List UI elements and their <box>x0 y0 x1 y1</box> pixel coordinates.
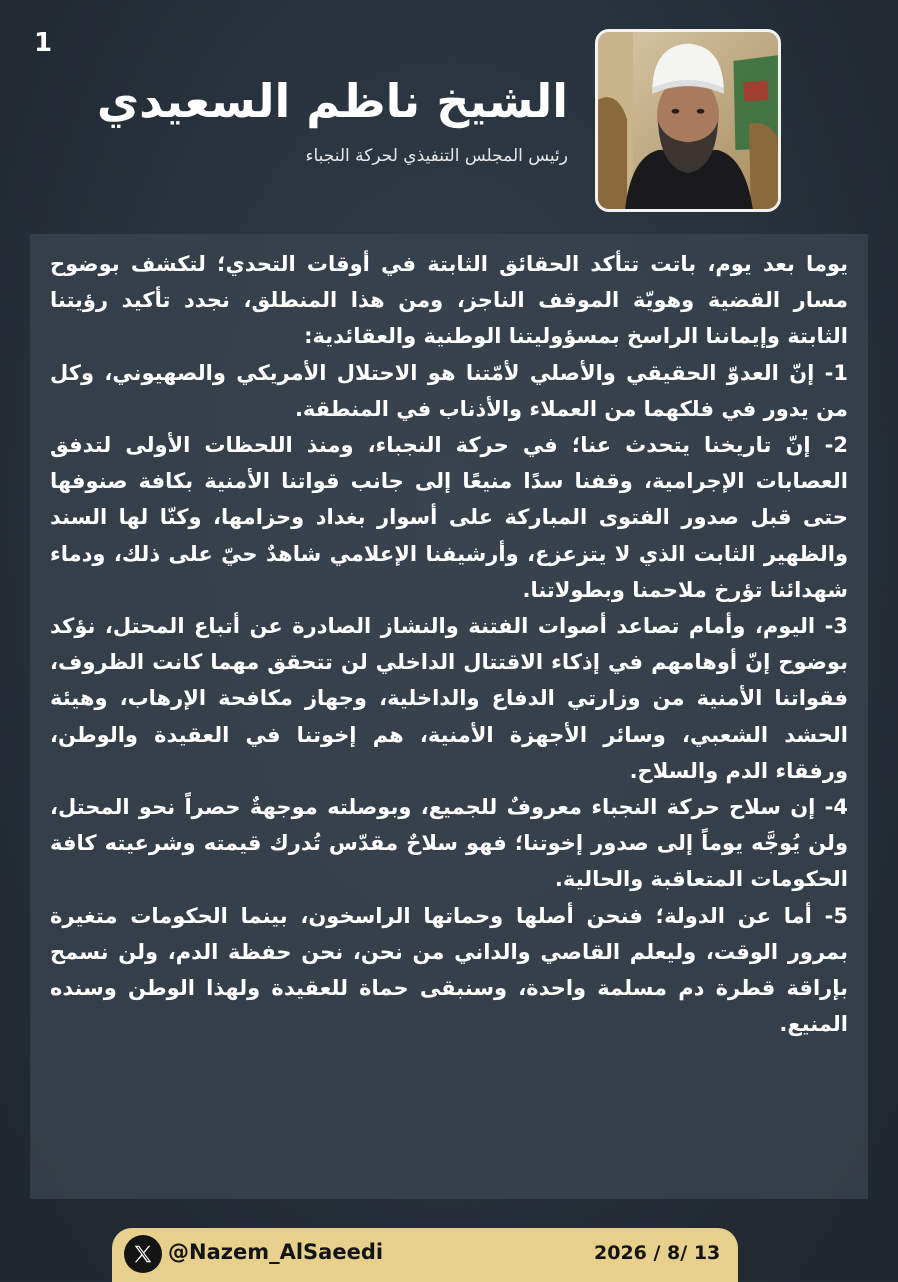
author-portrait <box>595 29 781 212</box>
x-logo-icon[interactable] <box>124 1235 162 1273</box>
statement-date: 2026 / 8/ 13 <box>594 1242 721 1264</box>
social-handle[interactable]: @Nazem_AlSaeedi <box>168 1240 384 1264</box>
page-number: 1 <box>34 28 53 58</box>
author-name: الشيخ ناظم السعيدي <box>96 74 568 128</box>
statement-text: يوما بعد يوم، باتت تتأكد الحقائق الثابتة في أوقات التحدي؛ لتكشف بوضوح مسار القضية وهويّة الموقف الناجز، ومن هذا المنطلق، نجدد تأكيد رؤيتنا الثابتة وإيماننا الراسخ بمسؤوليتنا الوطنية والعقائدية: 1- إنّ العدوّ الحقيقي والأصلي لأمّتنا هو الاحتلال الأمريكي والصهيوني، وكل من يدور في فلكهما من العملاء والأذناب في المنطقة. 2- إنّ تاريخنا يتحدث عنا؛ في حركة النجباء، ومنذ اللحظات الأولى لتدفق العصابات الإجرامية، وقفنا سدًا منيعًا إلى جانب قواتنا الأمنية بكافة صنوفها حتى قبل صدور الفتوى المباركة على أسوار بغداد وحزامها، وكنّا لها السند والظهير الثابت الذي لا يتزعزع، وأرشيفنا الإعلامي شاهدٌ حيّ على ذلك، ودماء شهدائنا تؤرخ ملاحمنا وبطولاتنا. 3- اليوم، وأمام تصاعد أصوات الفتنة والنشاز الصادرة عن أتباع المحتل، نؤكد بوضوح إنّ أوهامهم في إذكاء الاقتتال الداخلي لن تتحقق مهما كانت الظروف، فقواتنا الأمنية من وزارتي الدفاع والداخلية، وجهاز مكافحة الإرهاب، وهيئة الحشد الشعبي، وسائر الأجهزة الأمنية، هم إخوتنا في العقيدة والوطن، ورفقاء الدم والسلاح. 4- إن سلاح حركة النجباء معروفٌ للجميع، وبوصلته موجهةٌ حصراً نحو المحتل، ولن يُوجَّه يوماً إلى صدور إخوتنا؛ فهو سلاحٌ مقدّس تُدرك قيمته وشرعيته كافة الحكومات المتعاقبة والحالية. 5- أما عن الدولة؛ فنحن أصلها وحماتها الراسخون، بينما الحكومات متغيرة بمرور الوقت، وليعلم القاصي والداني من نحن، نحن حفظة الدم، ولن نسمح بإراقة قطرة دم مسلمة واحدة، وسنبقى حماة للعقيدة ولهذا الوطن وسنده المنيع. <box>50 252 848 1037</box>
author-title: رئيس المجلس التنفيذي لحركة النجباء <box>305 146 568 166</box>
statement-panel <box>30 234 868 1199</box>
